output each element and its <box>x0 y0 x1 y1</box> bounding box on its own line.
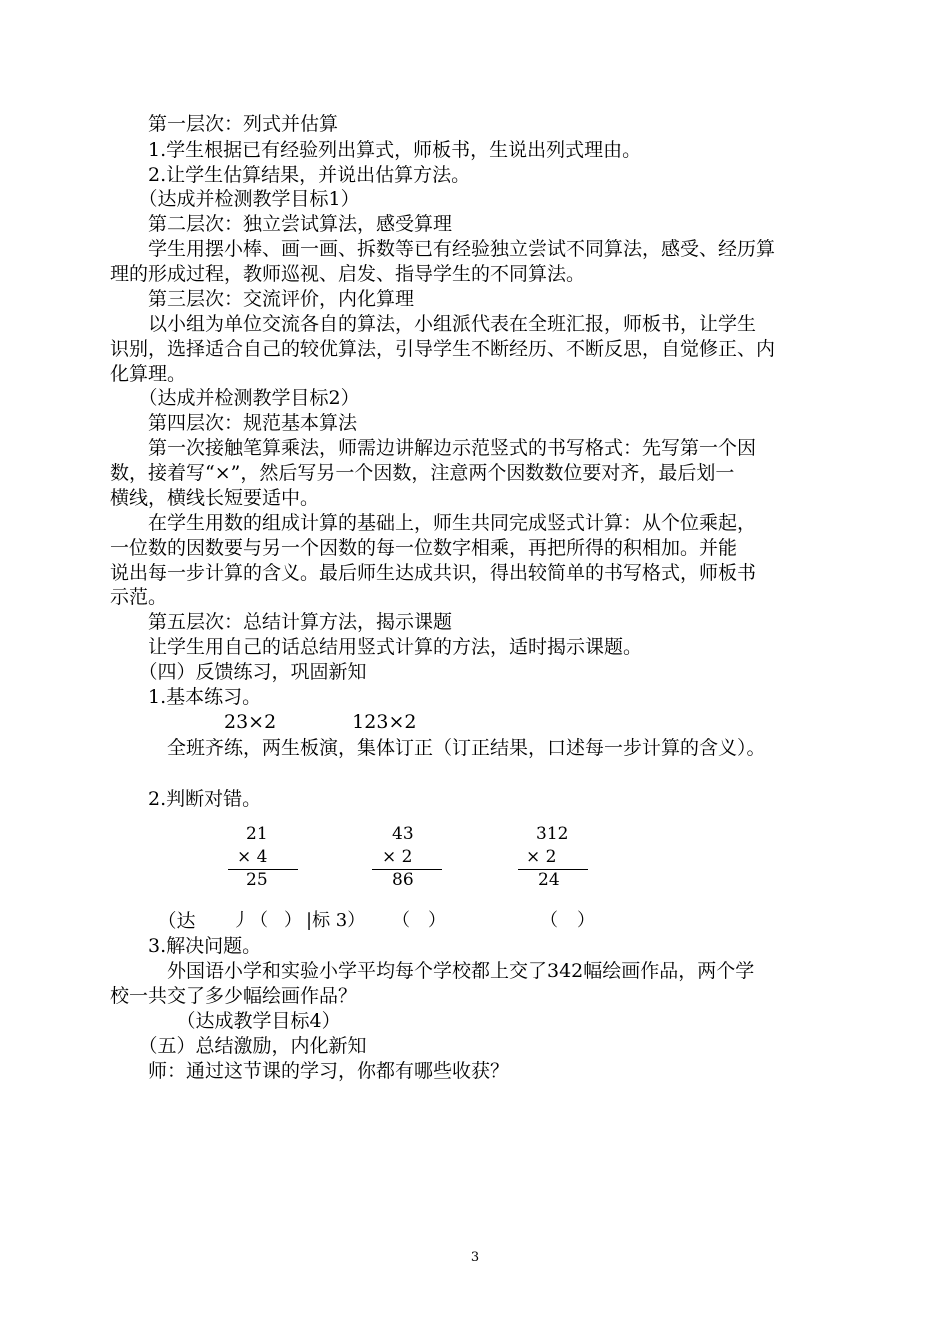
text-line: 第四层次：规范基本算法 <box>110 412 358 434</box>
text-line: （达成并检测教学目标2） <box>110 387 360 409</box>
text-line: 一位数的因数要与另一个因数的每一位数字相乘，再把所得的积相加。并能 <box>110 537 738 559</box>
page-number: 3 <box>470 1250 480 1265</box>
answer-bracket-open: （ <box>540 910 558 931</box>
text-line: 以小组为单位交流各自的算法，小组派代表在全班汇报，师板书，让学生 <box>110 313 757 335</box>
text-line: 示范。 <box>110 586 168 608</box>
text-line: 理的形成过程，教师巡视、启发、指导学生的不同算法。 <box>110 263 586 285</box>
problem-2-operator: × 2 <box>382 847 413 867</box>
text-line: 校一共交了多少幅绘画作品？ <box>110 985 358 1007</box>
problem-1-result: 25 <box>246 870 268 890</box>
text-line: 外国语小学和实验小学平均每个学校都上交了342幅绘画作品，两个学 <box>110 960 755 982</box>
text-line: 1.基本练习。 <box>110 686 262 708</box>
text-line: 识别，选择适合自己的较优算法，引导学生不断经历、不断反思，自觉修正、内 <box>110 338 776 360</box>
text-line: 师：通过这节课的学习，你都有哪些收获？ <box>110 1060 510 1082</box>
answer-bracket-close: ） <box>577 910 595 931</box>
text-line: 在学生用数的组成计算的基础上，师生共同完成竖式计算：从个位乘起， <box>110 512 757 534</box>
objective-line-start: （达 <box>110 910 196 932</box>
text-line: 数，接着写“×”，然后写另一个因数，注意两个因数数位要对齐，最后划一 <box>110 462 735 484</box>
problem-2-top: 43 <box>392 824 414 844</box>
text-line: 化算理。 <box>110 363 187 385</box>
text-line: （达成并检测教学目标1） <box>110 188 360 210</box>
text-line: 2.判断对错。 <box>110 788 262 810</box>
text-line: 3.解决问题。 <box>110 935 262 957</box>
text-line: 说出每一步计算的含义。最后师生达成共识，得出较简单的书写格式，师板书 <box>110 562 757 584</box>
text-line: 第一层次：列式并估算 <box>110 113 339 135</box>
text-line: 第二层次：独立尝试算法，感受算理 <box>110 213 453 235</box>
text-line: 2.让学生估算结果，并说出估算方法。 <box>110 164 471 186</box>
objective-fragment: 丿（ <box>232 910 268 931</box>
objective-fragment: ） <box>284 910 302 931</box>
problem-3-operator: × 2 <box>526 847 557 867</box>
objective-fragment: |标 3） <box>306 910 366 931</box>
text-line: （五）总结激励，内化新知 <box>110 1035 367 1057</box>
problem-3-top: 312 <box>536 824 569 844</box>
text-line: 第三层次：交流评价，内化算理 <box>110 288 415 310</box>
problem-1-top: 21 <box>246 824 268 844</box>
text-line: 全班齐练，两生板演，集体订正（订正结果，口述每一步计算的含义）。 <box>110 737 766 759</box>
text-line: 横线，横线长短要适中。 <box>110 487 320 509</box>
answer-bracket-open: （ <box>392 910 410 931</box>
text-line: 学生用摆小棒、画一画、拆数等已有经验独立尝试不同算法，感受、经历算 <box>110 238 776 260</box>
answer-bracket-close: ） <box>428 910 446 931</box>
text-line: 第五层次：总结计算方法，揭示课题 <box>110 611 453 633</box>
problem-1-operator: × 4 <box>237 847 268 867</box>
text-line: （四）反馈练习，巩固新知 <box>110 661 367 683</box>
problem-3-result: 24 <box>538 870 560 890</box>
text-line: （达成教学目标4） <box>110 1010 341 1032</box>
text-line: 让学生用自己的话总结用竖式计算的方法，适时揭示课题。 <box>110 636 643 658</box>
problem-2-result: 86 <box>392 870 414 890</box>
text-line: 第一次接触笔算乘法，师需边讲解边示范竖式的书写格式：先写第一个因 <box>110 437 757 459</box>
text-line: 23×2 123×2 <box>110 711 417 733</box>
text-line: 1.学生根据已有经验列出算式，师板书，生说出列式理由。 <box>110 139 642 161</box>
